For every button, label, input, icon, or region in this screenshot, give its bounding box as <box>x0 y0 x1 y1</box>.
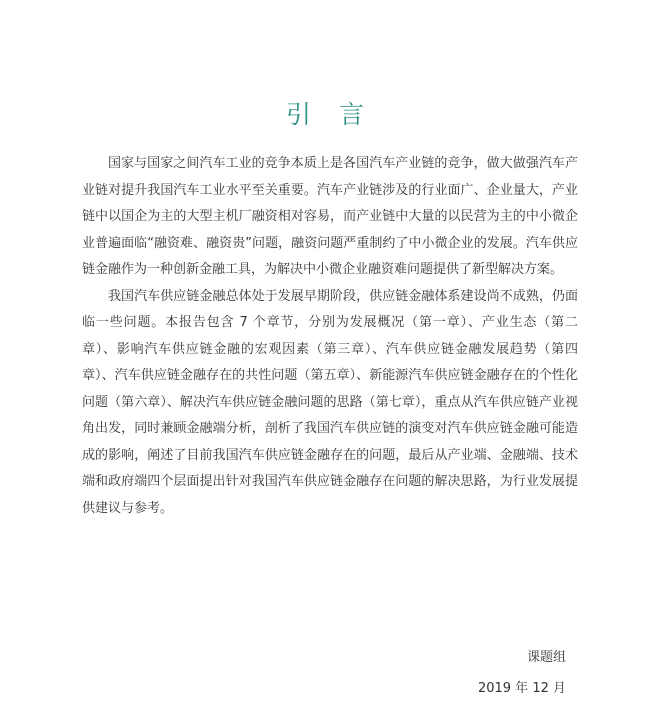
signature-date: 2019 年 12 月 <box>477 681 566 696</box>
document-body <box>82 151 578 522</box>
signature-author: 课题组 <box>526 650 566 665</box>
signature-block <box>478 642 566 704</box>
paragraph-1: 国家与国家之间汽车工业的竞争本质上是各国汽车产业链的竞争，做大做强汽车产业链对提升我国汽车工业水平至关重要。汽车产业链涉及的行业面广、企业量大，产业链中以国企为主的大型主机厂融资相对容易，而产业链中大量的以民营为主的中小微企业普遍面临“融资难、融资贵”问题，融资问题严重制约了中小微企业的发展。汽车供应链金融作为一种创新金融工具，为解决中小微企业融资难问题提供了新型解决方案。 <box>82 156 578 277</box>
paragraph-2: 我国汽车供应链金融总体处于发展早期阶段，供应链金融体系建设尚不成熟，仍面临一些问题。本报告包含 7 个章节，分别为发展概况（第一章）、产业生态（第二章）、影响汽车供应链金融的宏观因素（第三章）、汽车供应链金融发展趋势（第四章）、汽车供应链金融存在的共性问题（第五章）、新能源汽车供应链金融存在的个性化问题（第六章）、解决汽车供应链金融问题的思路（第七章），重点从汽车供应链产业视角出发，同时兼顾金融端分析，剖析了我国汽车供应链的演变对汽车供应链金融可能造成的影响，阐述了目前我国汽车供应链金融存在的问题，最后从产业端、金融端、技术端和政府端四个层面提出针对我国汽车供应链金融存在问题的解决思路，为行业发展提供建议与参考。 <box>82 288 578 516</box>
page-title: 引 言 <box>286 99 374 129</box>
